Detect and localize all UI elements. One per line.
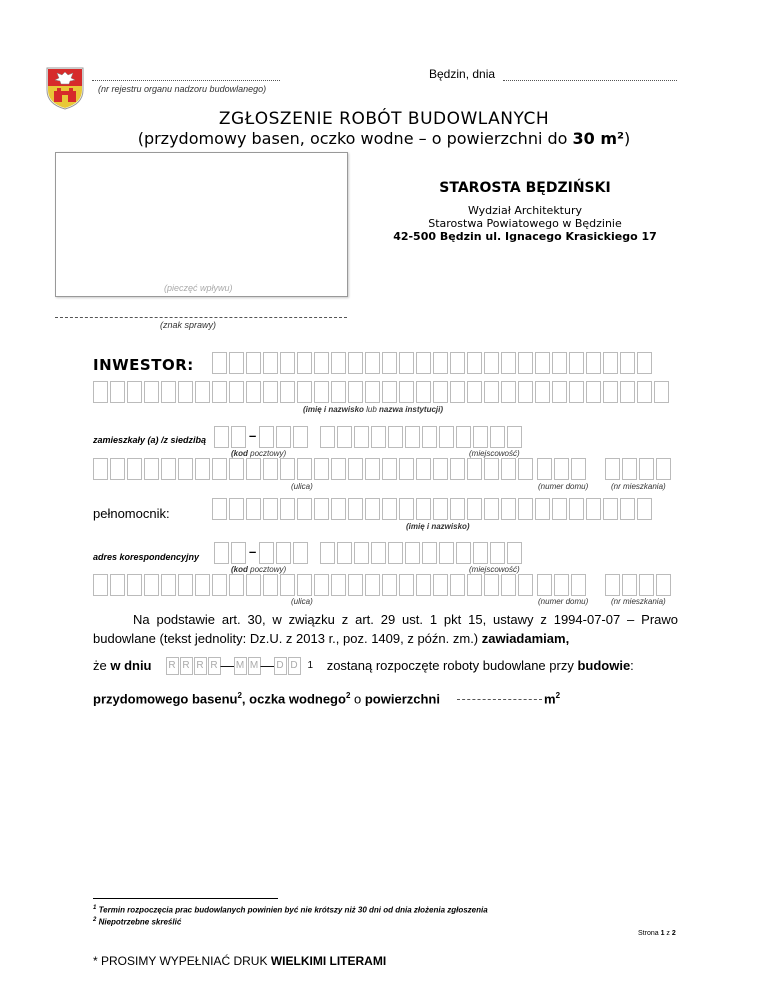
letter-box[interactable] bbox=[433, 458, 448, 480]
letter-box[interactable] bbox=[620, 352, 635, 374]
investor-postcode-a[interactable] bbox=[214, 426, 248, 448]
letter-box[interactable] bbox=[388, 426, 403, 448]
letter-box[interactable] bbox=[639, 458, 654, 480]
letter-box[interactable] bbox=[195, 458, 210, 480]
letter-box[interactable] bbox=[93, 381, 108, 403]
form-title: ZGŁOSZENIE ROBÓT BUDOWLANYCH bbox=[218, 109, 550, 129]
date-field[interactable] bbox=[503, 80, 677, 81]
area-field[interactable] bbox=[457, 699, 542, 700]
letter-box[interactable] bbox=[603, 352, 618, 374]
letter-box[interactable] bbox=[586, 381, 601, 403]
letter-box[interactable] bbox=[331, 458, 346, 480]
letter-box[interactable] bbox=[605, 458, 620, 480]
letter-box[interactable] bbox=[246, 352, 261, 374]
date-separator: — bbox=[260, 657, 275, 673]
date-digit-box[interactable]: R bbox=[194, 657, 207, 675]
letter-box[interactable] bbox=[331, 352, 346, 374]
letter-box[interactable] bbox=[280, 574, 295, 596]
letter-box[interactable] bbox=[571, 574, 586, 596]
letter-box[interactable] bbox=[405, 426, 420, 448]
letter-box[interactable] bbox=[416, 574, 431, 596]
letter-box[interactable] bbox=[348, 498, 363, 520]
letter-box[interactable] bbox=[484, 381, 499, 403]
capital-letters-note: * PROSIMY WYPEŁNIAĆ DRUK WIELKIMI LITERAMI bbox=[93, 954, 387, 968]
letter-box[interactable] bbox=[433, 352, 448, 374]
date-digit-box[interactable]: M bbox=[248, 657, 261, 675]
letter-box[interactable] bbox=[314, 574, 329, 596]
proxy-street[interactable] bbox=[93, 574, 535, 596]
letter-box[interactable] bbox=[433, 381, 448, 403]
receipt-stamp-box bbox=[55, 152, 348, 297]
letter-box[interactable] bbox=[110, 574, 125, 596]
letter-box[interactable] bbox=[214, 426, 229, 448]
investor-name-row-2[interactable] bbox=[93, 381, 671, 403]
letter-box[interactable] bbox=[229, 352, 244, 374]
letter-box[interactable] bbox=[586, 352, 601, 374]
letter-box[interactable] bbox=[246, 381, 261, 403]
letter-box[interactable] bbox=[297, 574, 312, 596]
letter-box[interactable] bbox=[399, 498, 414, 520]
letter-box[interactable] bbox=[507, 542, 522, 564]
letter-box[interactable] bbox=[637, 498, 652, 520]
proxy-label: pełnomocnik: bbox=[93, 506, 170, 521]
letter-box[interactable] bbox=[518, 381, 533, 403]
letter-box[interactable] bbox=[280, 458, 295, 480]
investor-label: INWESTOR: bbox=[93, 356, 194, 374]
letter-box[interactable] bbox=[212, 352, 227, 374]
investor-name-caption: (imię i nazwisko lub nazwa instytucji) bbox=[303, 405, 444, 414]
proxy-postcode-caption: (kod pocztowy) bbox=[231, 565, 287, 574]
date-separator: — bbox=[220, 657, 235, 673]
letter-box[interactable] bbox=[620, 381, 635, 403]
stamp-caption: (pieczęć wpływu) bbox=[164, 283, 233, 293]
investor-flat-number[interactable] bbox=[605, 458, 673, 480]
letter-box[interactable] bbox=[371, 426, 386, 448]
letter-box[interactable] bbox=[229, 498, 244, 520]
letter-box[interactable] bbox=[246, 574, 261, 596]
date-digit-box[interactable]: D bbox=[288, 657, 301, 675]
letter-box[interactable] bbox=[416, 352, 431, 374]
letter-box[interactable] bbox=[246, 458, 261, 480]
letter-box[interactable] bbox=[388, 542, 403, 564]
letter-box[interactable] bbox=[337, 542, 352, 564]
letter-box[interactable] bbox=[422, 542, 437, 564]
letter-box[interactable] bbox=[365, 381, 380, 403]
registry-caption: (nr rejestru organu nadzoru budowlanego) bbox=[98, 84, 267, 94]
letter-box[interactable] bbox=[456, 426, 471, 448]
letter-box[interactable] bbox=[314, 498, 329, 520]
letter-box[interactable] bbox=[365, 352, 380, 374]
letter-box[interactable] bbox=[276, 426, 291, 448]
coat-of-arms-logo bbox=[45, 66, 85, 110]
letter-box[interactable] bbox=[569, 381, 584, 403]
letter-box[interactable] bbox=[263, 574, 278, 596]
letter-box[interactable] bbox=[293, 426, 308, 448]
form-subtitle: (przydomowy basen, oczko wodne – o powierzchni do 30 m²) bbox=[137, 129, 631, 148]
letter-box[interactable] bbox=[450, 458, 465, 480]
authority-address: 42-500 Będzin ul. Ignacego Krasickiego 17 bbox=[393, 230, 657, 243]
letter-box[interactable] bbox=[212, 498, 227, 520]
letter-box[interactable] bbox=[433, 498, 448, 520]
authority-dept: Wydział Architektury bbox=[467, 204, 583, 217]
letter-box[interactable] bbox=[259, 542, 274, 564]
letter-box[interactable] bbox=[382, 574, 397, 596]
footnote-separator bbox=[93, 898, 278, 899]
letter-box[interactable] bbox=[229, 381, 244, 403]
postcode-dash: – bbox=[249, 428, 257, 443]
date-digit-box[interactable]: R bbox=[208, 657, 221, 675]
letter-box[interactable] bbox=[507, 426, 522, 448]
date-digit-box[interactable]: R bbox=[180, 657, 193, 675]
letter-box[interactable] bbox=[586, 498, 601, 520]
letter-box[interactable] bbox=[473, 542, 488, 564]
letter-box[interactable] bbox=[214, 542, 229, 564]
letter-box[interactable] bbox=[656, 574, 671, 596]
letter-box[interactable] bbox=[320, 426, 335, 448]
letter-box[interactable] bbox=[467, 381, 482, 403]
letter-box[interactable] bbox=[127, 574, 142, 596]
letter-box[interactable] bbox=[569, 352, 584, 374]
proxy-house-caption: (numer domu) bbox=[538, 597, 589, 606]
letter-box[interactable] bbox=[178, 381, 193, 403]
letter-box[interactable] bbox=[518, 498, 533, 520]
letter-box[interactable] bbox=[354, 426, 369, 448]
letter-box[interactable] bbox=[382, 352, 397, 374]
letter-box[interactable] bbox=[473, 426, 488, 448]
letter-box[interactable] bbox=[93, 574, 108, 596]
letter-box[interactable] bbox=[259, 426, 274, 448]
proxy-postcode-a[interactable] bbox=[214, 542, 248, 564]
letter-box[interactable] bbox=[605, 574, 620, 596]
letter-box[interactable] bbox=[422, 426, 437, 448]
letter-box[interactable] bbox=[297, 498, 312, 520]
letter-box[interactable] bbox=[569, 498, 584, 520]
letter-box[interactable] bbox=[501, 498, 516, 520]
letter-box[interactable] bbox=[212, 381, 227, 403]
letter-box[interactable] bbox=[263, 381, 278, 403]
letter-box[interactable] bbox=[501, 574, 516, 596]
letter-box[interactable] bbox=[535, 498, 550, 520]
letter-box[interactable] bbox=[144, 458, 159, 480]
letter-box[interactable] bbox=[195, 574, 210, 596]
letter-box[interactable] bbox=[484, 574, 499, 596]
letter-box[interactable] bbox=[637, 352, 652, 374]
proxy-postcode-dash: – bbox=[249, 544, 257, 559]
case-caption: (znak sprawy) bbox=[160, 320, 217, 330]
letter-box[interactable] bbox=[552, 352, 567, 374]
letter-box[interactable] bbox=[450, 352, 465, 374]
letter-box[interactable] bbox=[382, 458, 397, 480]
letter-box[interactable] bbox=[178, 574, 193, 596]
street-caption: (ulica) bbox=[291, 482, 313, 491]
postcode-caption: (kod pocztowy) bbox=[231, 449, 287, 458]
letter-box[interactable] bbox=[348, 381, 363, 403]
proxy-city-caption: (miejscowość) bbox=[469, 565, 520, 574]
letter-box[interactable] bbox=[501, 381, 516, 403]
letter-box[interactable] bbox=[354, 542, 369, 564]
letter-box[interactable] bbox=[161, 458, 176, 480]
letter-box[interactable] bbox=[416, 381, 431, 403]
letter-box[interactable] bbox=[656, 458, 671, 480]
letter-box[interactable] bbox=[518, 574, 533, 596]
letter-box[interactable] bbox=[127, 381, 142, 403]
footnote-1: $^1$ Termin rozpoczęcia prac budowlanych powinien być nie krótszy niż 30 dni od dnia złożenia zgłoszenia bbox=[93, 905, 488, 915]
investor-name-row-1[interactable] bbox=[212, 352, 654, 374]
letter-box[interactable] bbox=[348, 574, 363, 596]
legal-basis-paragraph: Na podstawie art. 30, w związku z art. 29 ust. 1 pkt 15, ustawy z 1994-07-07 – Prawo budowlane (tekst jednolity: Dz.U. z 2013 r., poz. 1409, z późn. zm.) zawiadamiam, bbox=[93, 612, 678, 646]
letter-box[interactable] bbox=[571, 458, 586, 480]
footnote-2: $^2$ Niepotrzebne skreślić bbox=[93, 917, 182, 927]
investor-city[interactable] bbox=[320, 426, 524, 448]
letter-box[interactable] bbox=[276, 542, 291, 564]
letter-box[interactable] bbox=[467, 574, 482, 596]
letter-box[interactable] bbox=[110, 381, 125, 403]
letter-box[interactable] bbox=[433, 574, 448, 596]
letter-box[interactable] bbox=[246, 498, 261, 520]
letter-box[interactable] bbox=[501, 458, 516, 480]
letter-box[interactable] bbox=[280, 498, 295, 520]
registry-number-field[interactable] bbox=[92, 80, 280, 81]
letter-box[interactable] bbox=[603, 498, 618, 520]
letter-box[interactable] bbox=[603, 381, 618, 403]
letter-box[interactable] bbox=[552, 498, 567, 520]
letter-box[interactable] bbox=[280, 352, 295, 374]
letter-box[interactable] bbox=[314, 352, 329, 374]
letter-box[interactable] bbox=[382, 498, 397, 520]
letter-box[interactable] bbox=[365, 498, 380, 520]
case-number-field[interactable] bbox=[55, 317, 347, 318]
letter-box[interactable] bbox=[371, 542, 386, 564]
proxy-city[interactable] bbox=[320, 542, 524, 564]
letter-box[interactable] bbox=[537, 574, 552, 596]
letter-box[interactable] bbox=[93, 458, 108, 480]
correspondence-label: adres korespondencyjny bbox=[93, 552, 200, 562]
date-digit-box[interactable]: R bbox=[166, 657, 179, 675]
proxy-flat-caption: (nr mieszkania) bbox=[611, 597, 666, 606]
proxy-house-number[interactable] bbox=[537, 574, 588, 596]
letter-box[interactable] bbox=[263, 352, 278, 374]
letter-box[interactable] bbox=[178, 458, 193, 480]
letter-box[interactable] bbox=[110, 458, 125, 480]
letter-box[interactable] bbox=[490, 426, 505, 448]
letter-box[interactable] bbox=[450, 381, 465, 403]
letter-box[interactable] bbox=[416, 498, 431, 520]
construction-type-line: przydomowego basenu$^2$, oczka wodnego$^2$ o powierzchni bbox=[93, 691, 440, 707]
proxy-street-caption: (ulica) bbox=[291, 597, 313, 606]
city-caption: (miejscowość) bbox=[469, 449, 520, 458]
letter-box[interactable] bbox=[554, 458, 569, 480]
letter-box[interactable] bbox=[535, 352, 550, 374]
letter-box[interactable] bbox=[450, 574, 465, 596]
authority-dept-2: Starostwa Powiatowego w Będzinie bbox=[428, 217, 622, 230]
letter-box[interactable] bbox=[314, 458, 329, 480]
letter-box[interactable] bbox=[144, 381, 159, 403]
letter-box[interactable] bbox=[348, 352, 363, 374]
letter-box[interactable] bbox=[293, 542, 308, 564]
letter-box[interactable] bbox=[416, 458, 431, 480]
letter-box[interactable] bbox=[518, 458, 533, 480]
area-unit: $m^2$ bbox=[544, 691, 561, 707]
letter-box[interactable] bbox=[399, 352, 414, 374]
proxy-name-caption: (imię i nazwisko) bbox=[406, 522, 470, 531]
letter-box[interactable] bbox=[490, 542, 505, 564]
letter-box[interactable] bbox=[484, 498, 499, 520]
letter-box[interactable] bbox=[331, 498, 346, 520]
letter-box[interactable] bbox=[439, 542, 454, 564]
letter-box[interactable] bbox=[263, 498, 278, 520]
letter-box[interactable] bbox=[501, 352, 516, 374]
letter-box[interactable] bbox=[535, 381, 550, 403]
letter-box[interactable] bbox=[314, 381, 329, 403]
letter-box[interactable] bbox=[399, 458, 414, 480]
date-digit-box[interactable]: M bbox=[234, 657, 247, 675]
letter-box[interactable] bbox=[518, 352, 533, 374]
letter-box[interactable] bbox=[450, 498, 465, 520]
letter-box[interactable] bbox=[365, 574, 380, 596]
house-caption: (numer domu) bbox=[538, 482, 589, 491]
letter-box[interactable] bbox=[399, 574, 414, 596]
letter-box[interactable] bbox=[399, 381, 414, 403]
letter-box[interactable] bbox=[622, 574, 637, 596]
letter-box[interactable] bbox=[537, 458, 552, 480]
letter-box[interactable] bbox=[331, 574, 346, 596]
letter-box[interactable] bbox=[552, 381, 567, 403]
letter-box[interactable] bbox=[484, 458, 499, 480]
letter-box[interactable] bbox=[297, 381, 312, 403]
letter-box[interactable] bbox=[467, 352, 482, 374]
letter-box[interactable] bbox=[348, 458, 363, 480]
investor-postcode-b[interactable] bbox=[259, 426, 310, 448]
date-digit-box[interactable]: D bbox=[274, 657, 287, 675]
proxy-flat-number[interactable] bbox=[605, 574, 673, 596]
letter-box[interactable] bbox=[161, 574, 176, 596]
letter-box[interactable] bbox=[231, 426, 246, 448]
flat-caption: (nr mieszkania) bbox=[611, 482, 666, 491]
letter-box[interactable] bbox=[297, 352, 312, 374]
letter-box[interactable] bbox=[195, 381, 210, 403]
letter-box[interactable] bbox=[161, 381, 176, 403]
letter-box[interactable] bbox=[637, 381, 652, 403]
city-date-label: Będzin, dnia bbox=[429, 67, 496, 81]
letter-box[interactable] bbox=[654, 381, 669, 403]
letter-box[interactable] bbox=[456, 542, 471, 564]
proxy-name-row[interactable] bbox=[212, 498, 654, 520]
letter-box[interactable] bbox=[484, 352, 499, 374]
letter-box[interactable] bbox=[439, 426, 454, 448]
letter-box[interactable] bbox=[280, 381, 295, 403]
letter-box[interactable] bbox=[331, 381, 346, 403]
investor-house-number[interactable] bbox=[537, 458, 588, 480]
letter-box[interactable] bbox=[620, 498, 635, 520]
start-date-line: że w dniu R R R R — M M — D D 1 zostaną rozpoczęte roboty budowlane przy budowie : bbox=[93, 657, 634, 673]
letter-box[interactable] bbox=[405, 542, 420, 564]
letter-box[interactable] bbox=[127, 458, 142, 480]
residence-label: zamieszkały (a) /z siedzibą bbox=[93, 435, 207, 445]
letter-box[interactable] bbox=[229, 458, 244, 480]
page-number: Strona 1 z 2 bbox=[638, 930, 676, 937]
letter-box[interactable] bbox=[622, 458, 637, 480]
letter-box[interactable] bbox=[467, 498, 482, 520]
letter-box[interactable] bbox=[297, 458, 312, 480]
letter-box[interactable] bbox=[382, 381, 397, 403]
letter-box[interactable] bbox=[320, 542, 335, 564]
investor-street[interactable] bbox=[93, 458, 535, 480]
letter-box[interactable] bbox=[639, 574, 654, 596]
letter-box[interactable] bbox=[337, 426, 352, 448]
letter-box[interactable] bbox=[212, 458, 227, 480]
letter-box[interactable] bbox=[229, 574, 244, 596]
letter-box[interactable] bbox=[263, 458, 278, 480]
proxy-postcode-b[interactable] bbox=[259, 542, 310, 564]
letter-box[interactable] bbox=[554, 574, 569, 596]
letter-box[interactable] bbox=[231, 542, 246, 564]
letter-box[interactable] bbox=[467, 458, 482, 480]
letter-box[interactable] bbox=[212, 574, 227, 596]
letter-box[interactable] bbox=[144, 574, 159, 596]
start-date-field[interactable] bbox=[166, 657, 302, 675]
authority-name: STAROSTA BĘDZIŃSKI bbox=[439, 180, 611, 196]
letter-box[interactable] bbox=[365, 458, 380, 480]
